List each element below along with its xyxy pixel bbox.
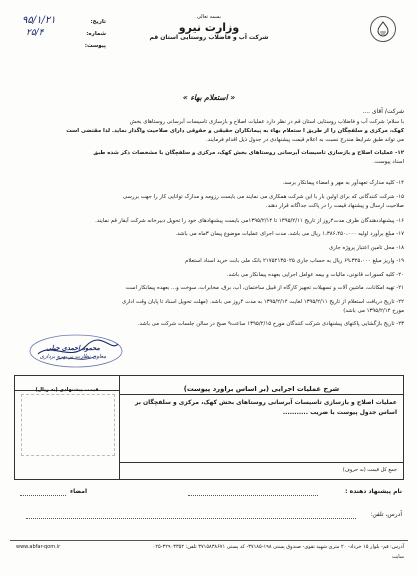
- ministry-title: وزارت نیرو: [178, 21, 240, 34]
- footer-address: آدرس: قم- بلوار ۱۵ خرداد- ۲۰ متری شهید تقوی- صندوق پستی ۱۹۸-۳۷۱۸۵- کد پستی ۳۷۱۵۸۳۸۶۷۱ تلفن: ۳۲۹۰۳۳۵۲-۰۲۵: [152, 544, 404, 550]
- price-input[interactable]: [21, 394, 115, 456]
- body-line-16: مورخ ۱۳۹۵/۲/۱۴ می باشد): [343, 308, 404, 314]
- desc-text: عملیات اصلاح و بازسازی تاسیسات آبرسانی روستاهای بخش کهک، مرکزی و سلفچگان بر اساس جدول پیوست با ضریب ...........: [134, 399, 397, 416]
- footer-divider: [10, 540, 408, 541]
- total-label: جمع کل قیمت (به حروف): [342, 467, 397, 473]
- body-line-8: صلاحیت ارسال و پیشنهاد قیمت را در پاکت جداگانه قرار دهند.: [265, 203, 404, 209]
- meta-number-label: شماره:: [86, 31, 106, 37]
- meta-date-label: تاریخ:: [90, 19, 106, 25]
- body-line-3: می تواند طبق شرایط مندرج نسبت به اعلام قیمت پیشنهادی در جدول ذیل اقدام فرمایند.: [206, 137, 404, 143]
- letterhead: [120, 14, 298, 42]
- body-line-7: ۱۵- شرکت کنندگانی که برای اولین بار با این شرکت همکاری می نمایند می بایست رزومه و مدارک توانایی کار را جهت بررسی: [122, 194, 404, 200]
- meta-attachment-label: پیوست:: [84, 43, 106, 49]
- body-line-15: ۲۲- تاریخ دریافت استعلام از تاریخ ۱۳۹۵/۲/۱۱ لغایت ۱۳۹۵/۲/۱۴ به مدت ۴روز می باشد. (مهلت تحویل اسناد تا پایان وقت اداری: [121, 299, 404, 305]
- body-line-17: ۲۳- تاریخ بازگشایی پاکتهای پیشنهادی شرکت کنندگان مورخ ۱۳۹۵/۲/۱۵ ساعت۹ صبح در سالن جلسات شرکت می باشد.: [137, 321, 404, 327]
- body-line-13: ۲۰- کلیه کسورات قانونی، مالیات و بیمه عوامل اجرایی بعهده پیمانکار می باشد.: [226, 272, 404, 278]
- meta-attachment: [22, 40, 106, 52]
- meta-number-value: ۲۵/۴: [26, 28, 44, 38]
- body-line-14: ۲۱- تهیه امکانات، ماشین آلات و تسهیلات تجهیز کارگاه از قبیل ساختمان، آب، برق، مخابرات، سوخت و... بعهده پیمانکار است: [125, 285, 404, 291]
- body-line-11: ۱۸- محل تامین اعتبار پروژه جاری: [328, 245, 404, 251]
- document-title: « استعلام بهاء »: [182, 93, 236, 102]
- footer-site-label: سایت: [391, 554, 404, 560]
- address-field[interactable]: [26, 518, 356, 519]
- body-line-10: ۱۷- مبلغ برآورد اولیه ۱،۳۸۶،۴۵۰،۰۰۰ ریال می باشد. مدت اجرای عملیات موضوع پیمان ۳ماه می باشد.: [175, 231, 404, 237]
- body-line-2: کهک، مرکزی و سلفچگان را از طریق ا ستعلام بهاء به پیمانکاران حقیقی و حقوقی دارای صلاحیت واگذار نماید. لذا مقتضی است: [66, 128, 404, 134]
- bidder-name-field[interactable]: [188, 495, 318, 496]
- ministry-logo-icon: [370, 16, 396, 42]
- signatory-role: معاون نظارت بر بهره برداری: [39, 354, 107, 360]
- desc-header-cell: [120, 376, 403, 395]
- salutation: شرکت/ آقای ....: [362, 108, 404, 115]
- meta-date: [22, 16, 106, 28]
- desc-header: شرح عملیات اجرایی (بر اساس براورد پیوست): [183, 385, 340, 393]
- body-line-1: با سلام؛ شرکت آب و فاضلاب روستایی استان قم در نظر دارد عملیات اصلاح و بازسازی تاسیسات آبرسانی روستاهای بخش: [129, 119, 404, 125]
- signature-label: امضاء: [70, 488, 88, 495]
- meta-number: [22, 28, 106, 40]
- signature-block: [18, 332, 128, 372]
- footer-website[interactable]: www.abfar-qom.ir: [16, 544, 61, 550]
- signatory-name: محمود احمدی جیلی: [46, 344, 100, 352]
- price-header: قیمت پیشنهادی (به ریال): [35, 387, 99, 393]
- bid-table: [14, 375, 404, 480]
- body-line-4: ۱۲- عملیات اصلاح و بازسازی تاسیسات آبرسانی روستاهای بخش کهک، مرکزی و سلفچگان با مشخصات ذکر شده طبق: [93, 150, 404, 156]
- company-name: شرکت آب و فاضلاب روستایی استان قم: [149, 34, 269, 41]
- bidder-name-label: نام پیشنهاد دهنده :: [345, 488, 402, 495]
- total-row: [120, 462, 403, 480]
- body-line-6: ۱۴- کلیه مدارک تعهدآور به مهر و امضاء پیمانکار برسد.: [282, 180, 404, 186]
- letter-meta: [22, 16, 106, 52]
- meta-date-value: ۹۵/۱/۲۱: [22, 15, 56, 26]
- body-line-5: اسناد پیوست.: [373, 159, 404, 165]
- price-header-cell: [15, 376, 119, 391]
- address-label: آدرس، تلفن:: [370, 511, 402, 518]
- signature-field[interactable]: [20, 495, 66, 496]
- body-line-12: ۱۹- واریز مبلغ ۶۹،۳۲۵،۰۰۰ ریال به حساب جاری ۲۱۷۵۲۱۳۵۰۲۵ بانک ملی بابت خرید اسناد استعلام: [185, 258, 404, 264]
- bismillah: بسمه تعالی: [196, 14, 222, 20]
- body-line-9: ۱۶- پیشنهاددهندگان ظرف مدت۴روز از تاریخ ۱۳۹۵/۲/۱۱ تا ۱۳۹۵/۲/۱۴می بایست پیشنهادهای خود را تحویل دبیرخانه شرکت آبفار قم نمایند.: [95, 218, 404, 224]
